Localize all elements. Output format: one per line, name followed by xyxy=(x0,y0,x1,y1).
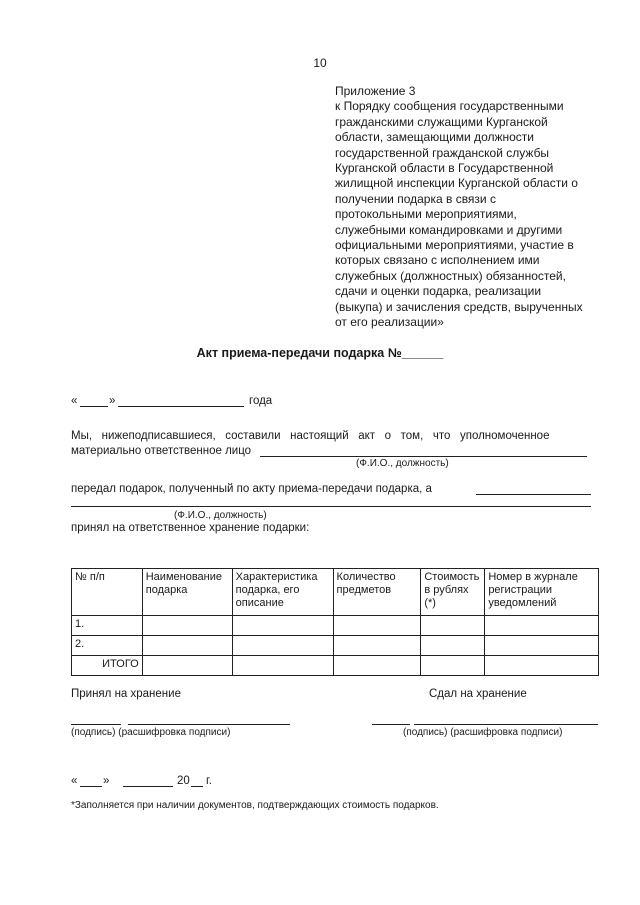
table-cell[interactable] xyxy=(485,636,599,656)
footnote: *Заполняется при наличии документов, подтверждающих стоимость подарков. xyxy=(71,800,439,811)
table-cell[interactable] xyxy=(333,636,421,656)
handed-label: Сдал на хранение xyxy=(429,688,527,700)
annex-line: области, замещающими должности xyxy=(335,130,535,145)
page-number: 10 xyxy=(313,56,327,70)
handed-signature-field[interactable] xyxy=(372,724,410,725)
table-cell[interactable] xyxy=(421,616,485,636)
annex-line: которых связано с исполнением ими xyxy=(335,253,540,268)
handed-name-field[interactable] xyxy=(414,724,598,725)
accepted-label: Принял на хранение xyxy=(71,688,181,700)
annex-line: государственной гражданской службы xyxy=(335,145,550,160)
table-cell[interactable] xyxy=(232,656,333,676)
annex-line: служебных (должностных) обязанностей, xyxy=(335,268,566,283)
header-name: Наименование подарка xyxy=(142,569,232,616)
annex-line: получении подарка в связи с xyxy=(335,191,496,206)
header-quantity: Количество предметов xyxy=(333,569,421,616)
table-cell[interactable] xyxy=(232,616,333,636)
caption-left: (подпись) (расшифровка подписи) xyxy=(71,727,231,738)
table-cell[interactable] xyxy=(421,636,485,656)
table-cell[interactable] xyxy=(333,656,421,676)
accepted-name-field[interactable] xyxy=(128,724,290,725)
fio-caption-1: (Ф.И.О., должность) xyxy=(356,458,449,469)
table-cell: 1. xyxy=(72,616,143,636)
annex-line: Курганской области в Государственной xyxy=(335,161,554,176)
header-cost: Стоимость в рублях (*) xyxy=(421,569,485,616)
date-day-field[interactable] xyxy=(80,406,108,407)
fio-caption-2: (Ф.И.О., должность) xyxy=(174,510,267,521)
table-cell[interactable] xyxy=(232,636,333,656)
caption-right: (подпись) (расшифровка подписи) xyxy=(403,727,563,738)
para1-line2: материально ответственное лицо xyxy=(71,445,252,457)
table-cell[interactable] xyxy=(485,616,599,636)
bottom-date-open-quote: « xyxy=(71,775,78,787)
annex-line: гражданскими служащими Курганской xyxy=(335,114,548,129)
table-cell[interactable] xyxy=(421,656,485,676)
annex-line: официальными мероприятиями, участие в xyxy=(335,238,574,253)
table-header-row xyxy=(72,569,599,616)
gifts-table xyxy=(71,568,599,676)
table-cell[interactable] xyxy=(142,656,232,676)
total-label: ИТОГО xyxy=(72,656,143,676)
bottom-year-prefix: 20 xyxy=(177,775,190,787)
table-row xyxy=(72,636,599,656)
bottom-month-field[interactable] xyxy=(123,786,173,787)
table-total-row xyxy=(72,656,599,676)
annex-line: к Порядку сообщения государственными xyxy=(335,99,564,114)
date-close-quote: » xyxy=(109,395,116,407)
table-cell[interactable] xyxy=(142,616,232,636)
para3: принял на ответственное хранение подарки: xyxy=(71,522,310,534)
table-cell: 2. xyxy=(72,636,143,656)
table-cell[interactable] xyxy=(333,616,421,636)
bottom-day-field[interactable] xyxy=(80,786,102,787)
annex-title: Приложение 3 xyxy=(335,84,416,98)
bottom-year-suffix: г. xyxy=(206,775,212,787)
giver-field[interactable] xyxy=(476,494,591,495)
receiver-field[interactable] xyxy=(71,506,591,507)
bottom-date-close-quote: » xyxy=(103,775,110,787)
annex-line: сдачи и оценки подарка, реализации xyxy=(335,284,542,299)
date-year-word: года xyxy=(249,395,273,407)
responsible-person-field[interactable] xyxy=(260,456,587,457)
annex-line: протокольными мероприятиями, xyxy=(335,207,517,222)
date-open-quote: « xyxy=(71,395,78,407)
table-row xyxy=(72,616,599,636)
para1-line1: Мы, нижеподписавшиеся, составили настоящий акт о том, что уполномоченное xyxy=(71,430,550,442)
para2: передал подарок, полученный по акту приема-передачи подарка, а xyxy=(71,483,432,495)
annex-line: (выкупа) и зачисления средств, вырученных xyxy=(335,299,583,314)
date-month-field[interactable] xyxy=(118,406,244,407)
table-cell[interactable] xyxy=(142,636,232,656)
annex-line: жилищной инспекции Курганской области о xyxy=(335,176,578,191)
table-cell[interactable] xyxy=(485,656,599,676)
annex-line: от его реализации» xyxy=(335,315,444,330)
header-number: № п/п xyxy=(72,569,143,616)
act-title: Акт приема-передачи подарка №______ xyxy=(196,346,444,360)
header-description: Характеристика подарка, его описание xyxy=(232,569,333,616)
bottom-year-field[interactable] xyxy=(191,786,203,787)
annex-line: служебными командировками и другими xyxy=(335,222,563,237)
accepted-signature-field[interactable] xyxy=(71,724,121,725)
header-journal-number: Номер в журнале регистрации уведомлений xyxy=(485,569,599,616)
annex-block xyxy=(335,84,603,331)
